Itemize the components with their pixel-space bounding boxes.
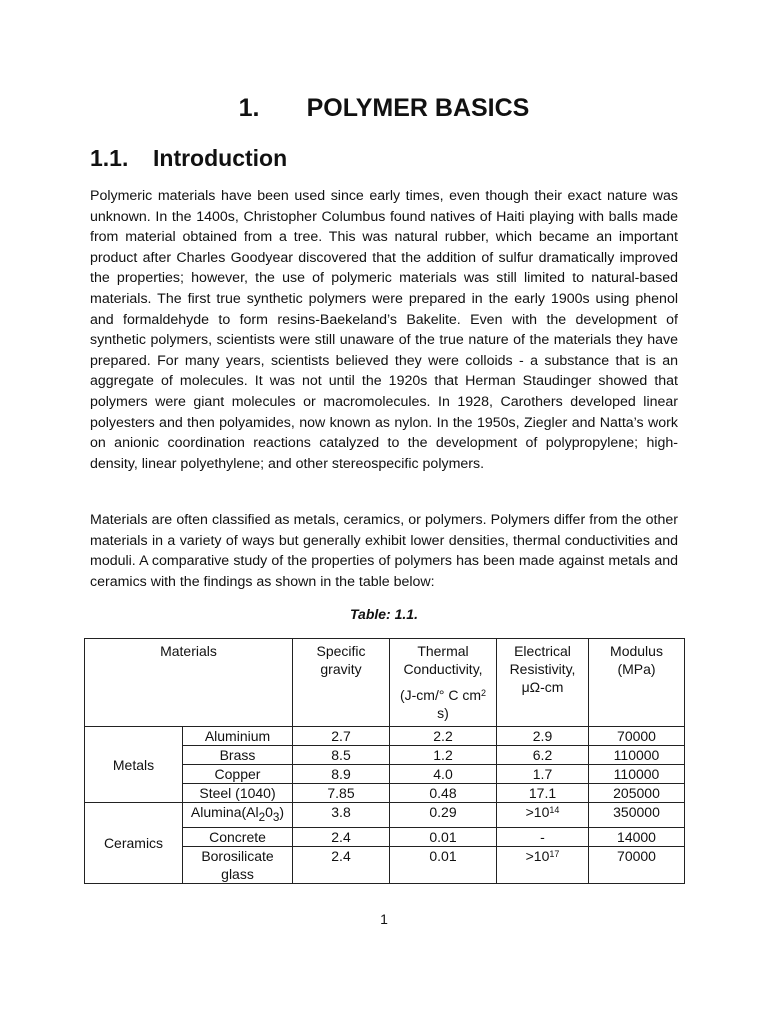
classification-paragraph: Materials are often classified as metals, ceramics, or polymers. Polymers differ from the other materials in a variety of ways but generally exhibit lower densities, thermal conductivities and moduli. A comparative study of the properties of polymers has been made against metals and ceramics with the findings as shown in the table below:: [90, 512, 678, 590]
electrical-resistivity-cell: -: [497, 827, 589, 846]
material-name: Copper: [183, 765, 293, 784]
electrical-resistivity-cell: 1.7: [497, 765, 589, 784]
specific-gravity-cell: 2.4: [293, 846, 390, 883]
modulus-cell: 70000: [589, 727, 685, 746]
table-caption: Table: 1.1.: [350, 606, 418, 622]
section-number: 1.1.: [90, 145, 129, 171]
electrical-resistivity-cell: $>10^{17}$: [497, 846, 589, 883]
header-thermal-unit-end: s): [437, 705, 449, 721]
modulus-cell: 350000: [589, 803, 685, 828]
header-modulus: Modulus (MPa): [589, 639, 685, 727]
modulus-cell: 110000: [589, 765, 685, 784]
modulus-cell: 14000: [589, 827, 685, 846]
header-specific-gravity: Specific gravity: [293, 639, 390, 727]
electrical-resistivity-cell: 17.1: [497, 784, 589, 803]
group-label-metals: Metals: [85, 727, 183, 803]
thermal-conductivity-cell: 1.2: [390, 746, 497, 765]
chapter-heading: [0, 94, 768, 123]
thermal-conductivity-cell: 0.48: [390, 784, 497, 803]
material-name: Brass: [183, 746, 293, 765]
chapter-number: 1.: [238, 94, 260, 122]
table-row: [85, 727, 685, 746]
modulus-cell: 205000: [589, 784, 685, 803]
table-row: [85, 803, 685, 828]
chapter-title: POLYMER BASICS: [306, 94, 530, 122]
specific-gravity-cell: 2.4: [293, 827, 390, 846]
material-name: Borosilicate glass: [183, 846, 293, 883]
specific-gravity-cell: 8.9: [293, 765, 390, 784]
thermal-conductivity-cell: 2.2: [390, 727, 497, 746]
header-electrical-resistivity: Electrical Resistivity, μΩ-cm: [497, 639, 589, 727]
intro-paragraph: Polymeric materials have been used since early times, even though their exact nature was unknown. In the 1400s, Christopher Columbus found natives of Haiti playing with balls made from material obtained from a tree. This was natural rubber, which became an important product after Charles Goodyear discovered that the addition of sulfur dramatically improved the properties; however, the use of polymeric materials was still limited to natural-based materials. The first true synthetic polymers were prepared in the early 1900s using phenol and formaldehyde to form resins-Baekeland’s Bakelite. Even with the development of synthetic polymers, scientists were still unaware of the true nature of the materials they have prepared. For many years, scientists believed they were colloids - a substance that is an aggregate of molecules. It was not until the 1920s that Herman Staudinger showed that polymers were giant molecules or macromolecules. In 1928, Carothers developed linear polyesters and then polyamides, now known as nylon. In the 1950s, Ziegler and Natta’s work on anionic coordination reactions catalyzed to the development of polypropylene; high-density, linear polyethylene; and other stereospecific polymers.: [90, 188, 678, 472]
thermal-conductivity-cell: 0.29: [390, 803, 497, 828]
group-label-ceramics: Ceramics: [85, 803, 183, 884]
header-thermal-conductivity: [390, 639, 497, 727]
section-heading: [90, 145, 287, 172]
material-name: Steel (1040): [183, 784, 293, 803]
specific-gravity-cell: 7.85: [293, 784, 390, 803]
electrical-resistivity-cell: $>10^{14}$: [497, 803, 589, 828]
material-name: Concrete: [183, 827, 293, 846]
properties-table: [84, 638, 685, 884]
section-title: Introduction: [153, 145, 288, 171]
specific-gravity-cell: 8.5: [293, 746, 390, 765]
thermal-conductivity-cell: 4.0: [390, 765, 497, 784]
electrical-resistivity-cell: 6.2: [497, 746, 589, 765]
material-name: $Alumina(Al_20_3)$: [183, 803, 293, 828]
header-thermal-unit: (J-cm/° C $cm^2$: [399, 687, 487, 703]
modulus-cell: 70000: [589, 846, 685, 883]
specific-gravity-cell: 2.7: [293, 727, 390, 746]
modulus-cell: 110000: [589, 746, 685, 765]
header-materials: Materials: [85, 639, 293, 727]
specific-gravity-cell: 3.8: [293, 803, 390, 828]
thermal-conductivity-cell: 0.01: [390, 827, 497, 846]
header-thermal-label: Thermal Conductivity,: [403, 643, 483, 677]
electrical-resistivity-cell: 2.9: [497, 727, 589, 746]
thermal-conductivity-cell: 0.01: [390, 846, 497, 883]
page-number: 1: [380, 911, 388, 927]
table-header-row: [85, 639, 685, 727]
material-name: Aluminium: [183, 727, 293, 746]
